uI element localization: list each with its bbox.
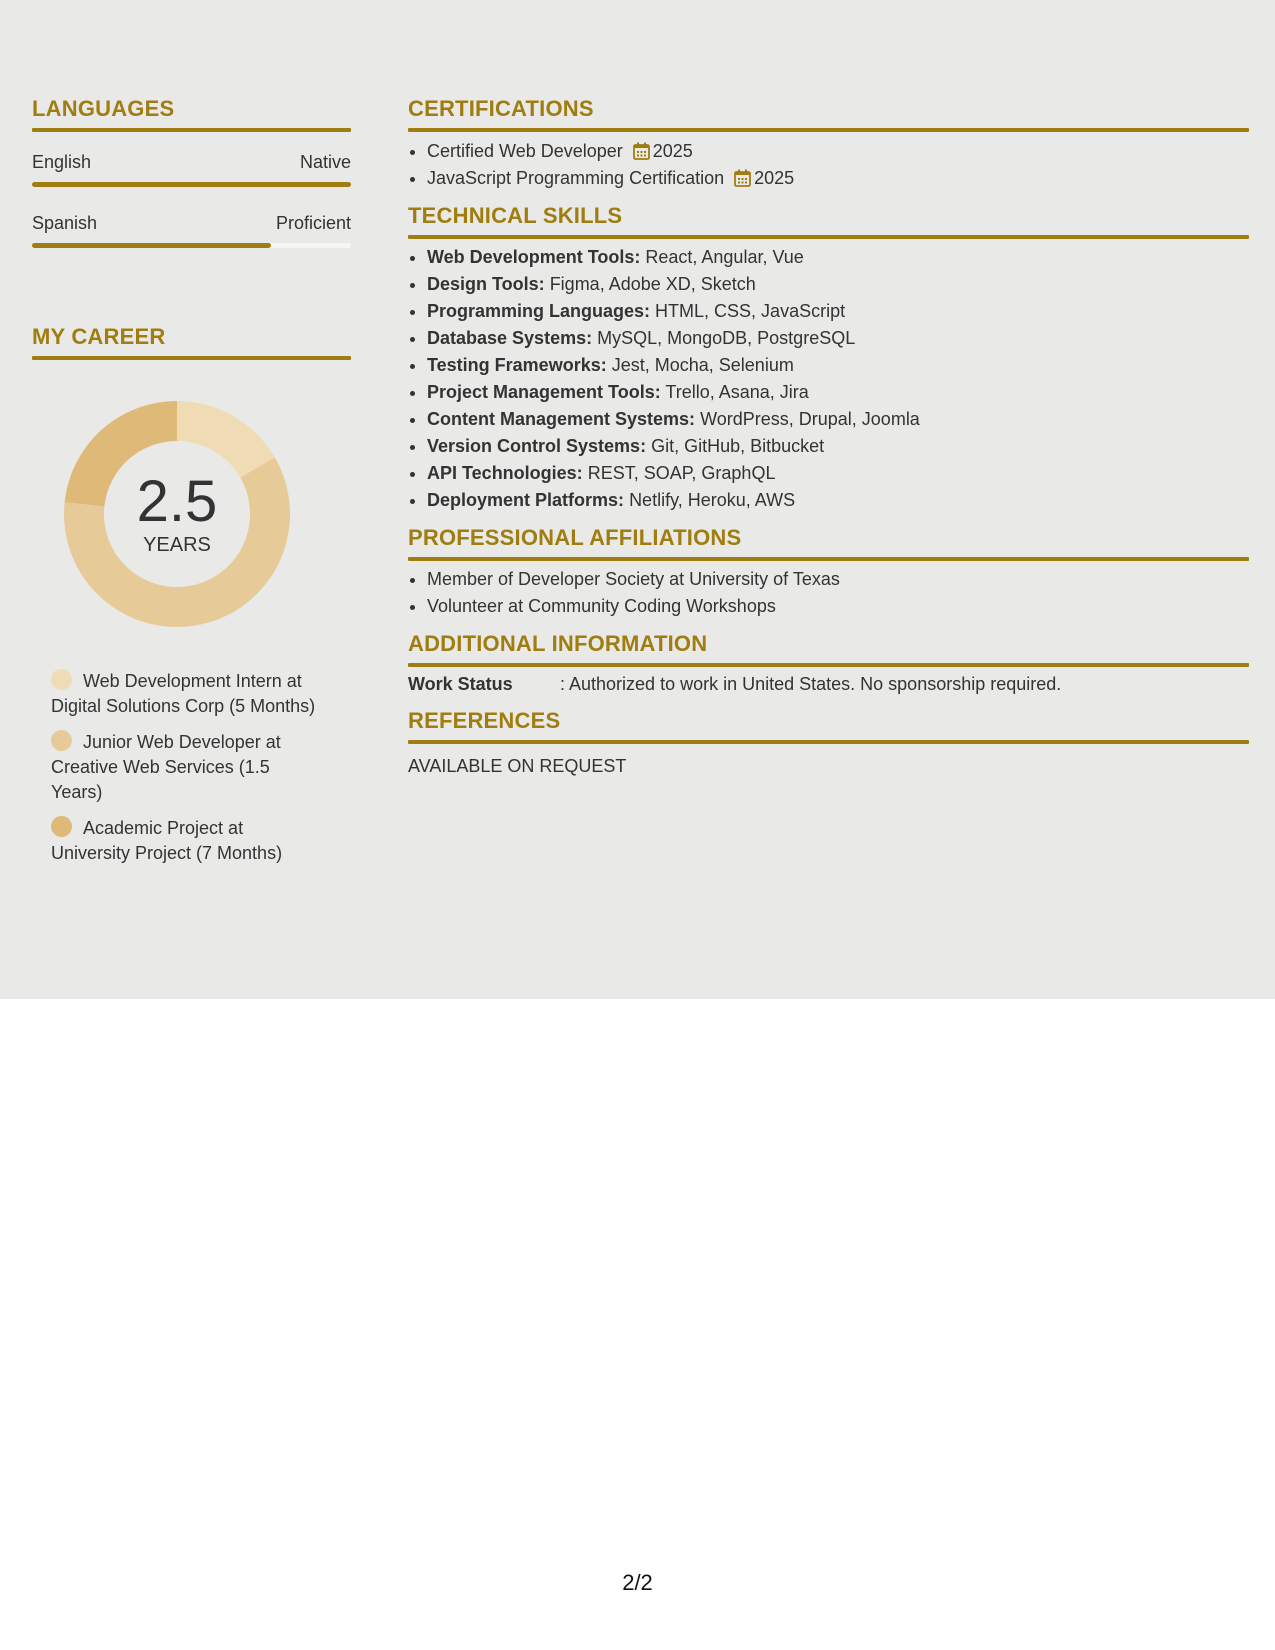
- list-item: [427, 165, 1249, 192]
- skill-value: Jest, Mocha, Selenium: [611, 355, 794, 375]
- career-total-value: 2.5: [136, 469, 218, 534]
- skills-list: [408, 244, 1249, 514]
- calendar-icon: [633, 142, 650, 160]
- legend-item: [51, 669, 321, 719]
- certifications-title: CERTIFICATIONS: [408, 96, 594, 121]
- list-item: [427, 433, 1249, 460]
- section-divider: [32, 128, 351, 132]
- skill-label: Testing Frameworks:: [427, 355, 607, 375]
- list-item: • Volunteer at Community Coding Workshops: [427, 593, 1249, 620]
- skill-label: Web Development Tools:: [427, 247, 641, 267]
- certifications-section: [408, 95, 1249, 192]
- skill-label: Version Control Systems:: [427, 436, 647, 456]
- career-section: [32, 323, 351, 866]
- skill-value: Git, GitHub, Bitbucket: [651, 436, 825, 456]
- references-section: [408, 707, 1249, 779]
- language-item: [32, 212, 351, 248]
- language-name: English: [32, 152, 92, 172]
- career-total-unit: YEARS: [143, 534, 211, 556]
- skill-label: API Technologies:: [427, 463, 583, 483]
- additional-info-section: [408, 630, 1249, 697]
- language-proficiency-bar: [32, 243, 351, 248]
- languages-title: LANGUAGES: [32, 96, 175, 121]
- skill-value: Trello, Asana, Jira: [665, 382, 809, 402]
- list-item: [427, 325, 1249, 352]
- calendar-icon: [734, 169, 751, 187]
- skill-label: Database Systems:: [427, 328, 593, 348]
- skill-label: Project Management Tools:: [427, 382, 661, 402]
- section-divider: [32, 356, 351, 360]
- references-text: AVAILABLE ON REQUEST: [408, 756, 627, 776]
- legend-label: Junior Web Developer at Creative Web Services (1.5 Years): [51, 732, 281, 802]
- legend-dot: [51, 816, 72, 837]
- skill-value: HTML, CSS, JavaScript: [655, 301, 846, 321]
- list-item: [427, 460, 1249, 487]
- list-item: [427, 379, 1249, 406]
- info-key: Work Status: [408, 674, 513, 694]
- technical-skills-title: TECHNICAL SKILLS: [408, 203, 623, 228]
- language-proficiency-bar: [32, 182, 351, 187]
- language-level: Native: [299, 152, 351, 172]
- legend-label: Web Development Intern at Digital Solutions Corp (5 Months): [51, 671, 316, 716]
- skill-value: MySQL, MongoDB, PostgreSQL: [597, 328, 856, 348]
- section-divider: [408, 740, 1249, 744]
- career-legend: [51, 669, 321, 866]
- certification-year: 2025: [754, 168, 795, 188]
- legend-dot: [51, 669, 72, 690]
- list-item: [427, 298, 1249, 325]
- certification-name: JavaScript Programming Certification: [427, 168, 725, 188]
- languages-section: [32, 95, 351, 248]
- skill-label: Deployment Platforms:: [427, 490, 625, 510]
- list-item: • Member of Developer Society at University of Texas: [427, 566, 1249, 593]
- page-number: 2/2: [622, 1570, 653, 1595]
- career-title: MY CAREER: [32, 324, 166, 349]
- legend-label: Academic Project at University Project (7 Months): [51, 818, 283, 863]
- certification-year: 2025: [652, 141, 693, 161]
- skill-label: Programming Languages:: [427, 301, 651, 321]
- skill-value: Netlify, Heroku, AWS: [629, 490, 796, 510]
- technical-skills-section: [408, 202, 1249, 514]
- right-column: [408, 95, 1249, 779]
- section-divider: [408, 235, 1249, 239]
- language-item: [32, 151, 351, 187]
- certification-name: Certified Web Developer: [427, 141, 623, 161]
- section-divider: [408, 557, 1249, 561]
- list-item: [427, 352, 1249, 379]
- legend-item: [51, 730, 321, 805]
- skill-value: Figma, Adobe XD, Sketch: [549, 274, 756, 294]
- skill-value: REST, SOAP, GraphQL: [587, 463, 776, 483]
- list-item: [427, 138, 1249, 165]
- list-item: [427, 487, 1249, 514]
- skill-value: WordPress, Drupal, Joomla: [700, 409, 920, 429]
- legend-item: [51, 816, 321, 866]
- career-donut-chart: [62, 399, 292, 629]
- section-divider: [408, 663, 1249, 667]
- language-proficiency-fill: [32, 243, 271, 248]
- affiliations-section: [408, 524, 1249, 620]
- certifications-list: [408, 138, 1249, 192]
- legend-dot: [51, 730, 72, 751]
- references-title: REFERENCES: [408, 708, 561, 733]
- info-value: : Authorized to work in United States. No sponsorship required.: [560, 674, 1062, 694]
- language-proficiency-fill: [32, 182, 351, 187]
- additional-info-title: ADDITIONAL INFORMATION: [408, 631, 708, 656]
- section-divider: [408, 128, 1249, 132]
- affiliations-title: PROFESSIONAL AFFILIATIONS: [408, 525, 742, 550]
- info-row: [408, 671, 1249, 697]
- skill-value: React, Angular, Vue: [645, 247, 804, 267]
- language-level: Proficient: [275, 213, 351, 233]
- list-item: [427, 406, 1249, 433]
- left-column: [32, 95, 351, 877]
- language-name: Spanish: [32, 213, 98, 233]
- affiliations-list: [408, 566, 1249, 620]
- list-item: [427, 271, 1249, 298]
- list-item: [427, 244, 1249, 271]
- skill-label: Design Tools:: [427, 274, 545, 294]
- skill-label: Content Management Systems:: [427, 409, 696, 429]
